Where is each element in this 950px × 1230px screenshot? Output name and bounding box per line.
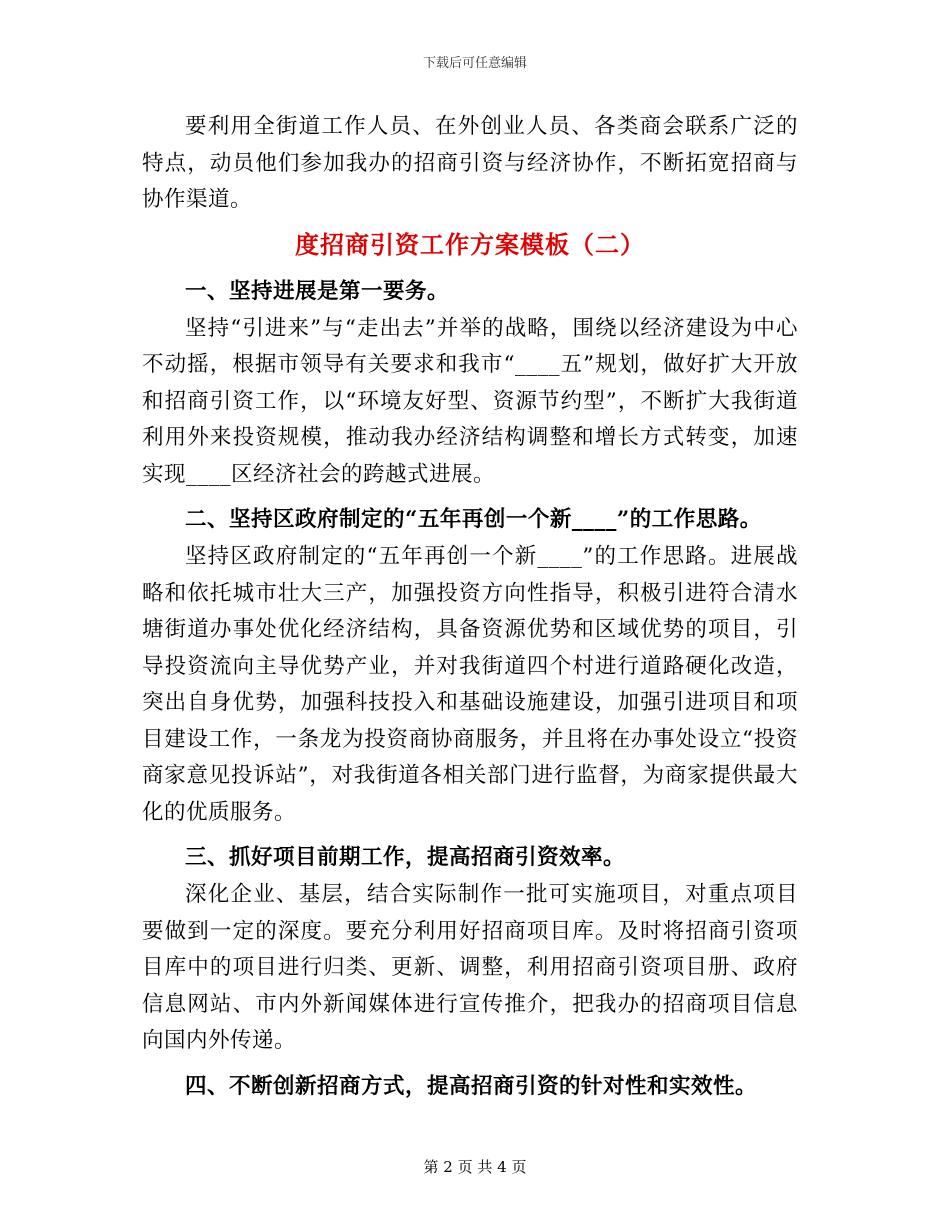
page-number: 第 2 页 共 4 页 — [423, 1158, 527, 1176]
intro-paragraph: 要利用全街道工作人员、在外创业人员、各类商会联系广泛的特点，动员他们参加我办的招商引资与经济协作，不断拓宽招商与协作渠道。 — [142, 114, 798, 212]
document-body — [142, 109, 798, 1106]
section-body-2: 坚持区政府制定的“五年再创一个新____”的工作思路。进展战略和依托城市壮大三产，加强投资方向性指导，积极引进符合清水塘街道办事处优化经济结构，具备资源优势和区域优势的项目，引导投资流向主导优势产业，并对我街道四个村进行道路硬化改造，突出自身优势，加强科技投入和基础设施建设，加强引进项目和项目建设工作，一条龙为投资商协商服务，并且将在办事处设立“投资商家意见投诉站”，对我街道各相关部门进行监督，为商家提供最大化的优质服务。 — [142, 544, 798, 825]
section-heading-1: 一、坚持进展是第一要务。 — [185, 278, 450, 304]
section-body-3: 深化企业、基层，结合实际制作一批可实施项目，对重点项目要做到一定的深度。要充分利用好招商项目库。及时将招商引资项目库中的项目进行归类、更新、调整，利用招商引资项目册、政府信息网站、市内外新闻媒体进行宣传推介，把我办的招商项目信息向国内外传递。 — [142, 882, 798, 1053]
section-heading-2: 二、坚持区政府制定的“五年再创一个新____”的工作思路。 — [185, 507, 762, 532]
document-title: 度招商引资工作方案模板（二） — [295, 229, 645, 259]
section-body-1: 坚持“引进来”与“走出去”并举的战略，围绕以经济建设为中心不动摇，根据市领导有关要求和我市“____五”规划，做好扩大开放和招商引资工作，以“环境友好型、资源节约型”，不断扩大我街道利用外来投资规模，推动我办经济结构调整和增长方式转变，加速实现____区经济社会的跨越式进展。 — [142, 315, 798, 487]
section-heading-3: 三、抓好项目前期工作，提高招商引资效率。 — [185, 845, 626, 870]
header-note: 下载后可任意编辑 — [422, 56, 527, 71]
section-heading-4: 四、不断创新招商方式，提高招商引资的针对性和实效性。 — [185, 1073, 758, 1099]
